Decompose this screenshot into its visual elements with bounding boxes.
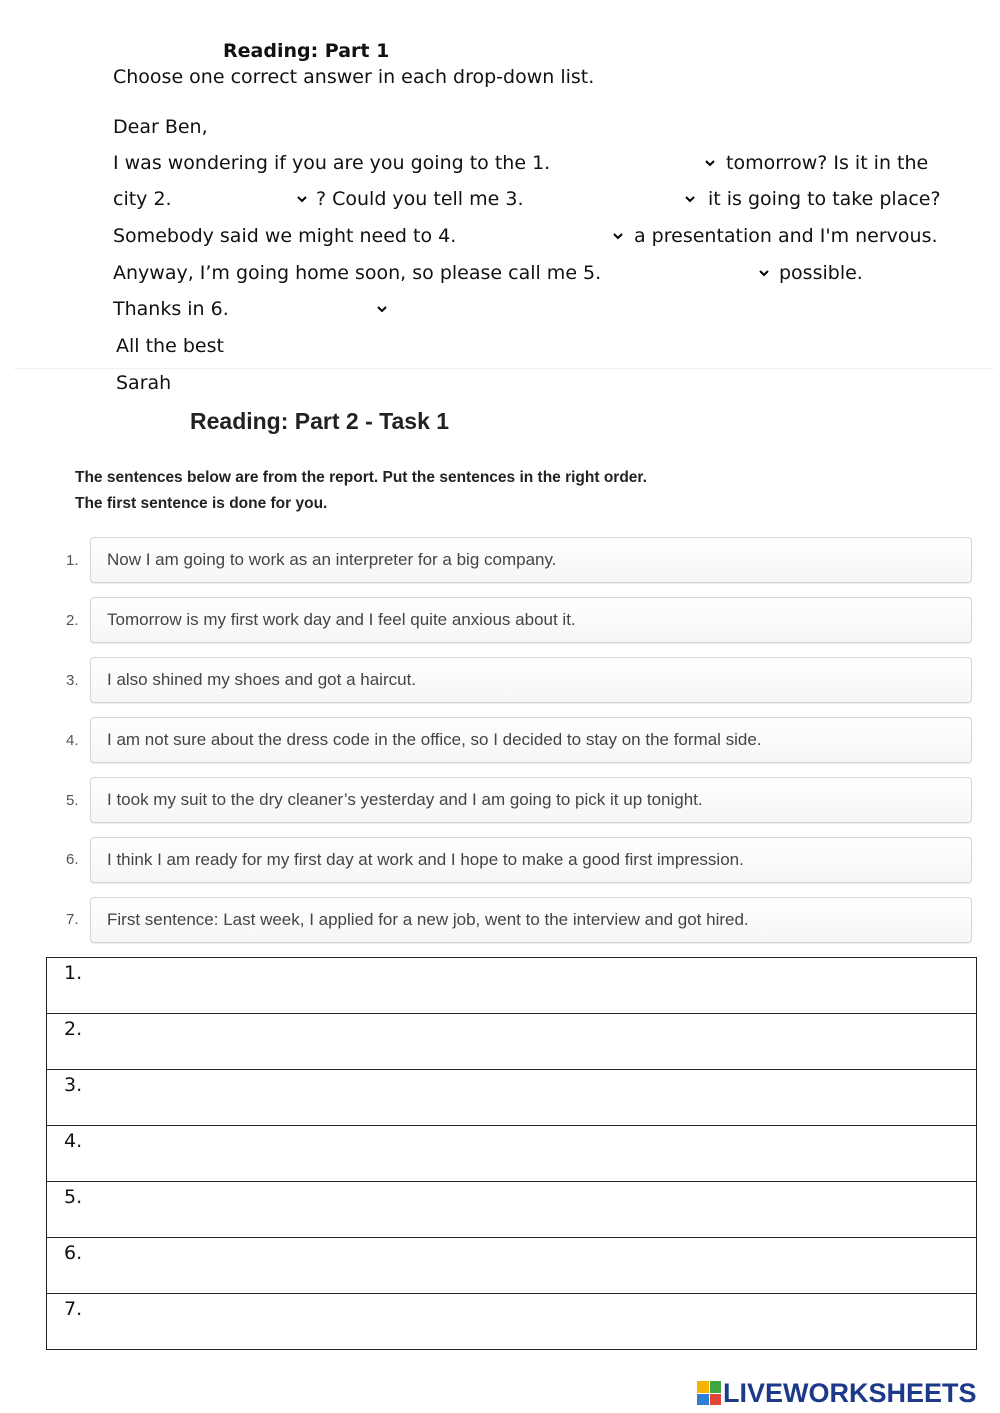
answer-cell[interactable]: [47, 1238, 977, 1294]
sentence-item-6[interactable]: [90, 837, 972, 883]
item-number: 7.: [66, 911, 79, 928]
answer-table: [46, 957, 977, 1350]
letter-line4-start: Anyway, I’m going home soon, so please call me 5.: [113, 262, 602, 284]
answer-row-number: 4.: [64, 1130, 83, 1152]
answer-row: [47, 1294, 977, 1350]
letter-signature: Sarah: [116, 372, 172, 394]
liveworksheets-logo-icon: [697, 1381, 721, 1405]
sentence-item-5[interactable]: [90, 777, 972, 823]
answer-row: [47, 1238, 977, 1294]
letter-greeting: Dear Ben,: [113, 116, 208, 138]
part2-instruction-line1: The sentences below are from the report. Put the sentences in the right order.: [75, 469, 647, 486]
dropdown-6[interactable]: [250, 296, 390, 322]
answer-row: [47, 1182, 977, 1238]
answer-cell[interactable]: [47, 1126, 977, 1182]
part2-title: Reading: Part 2 - Task 1: [190, 408, 450, 434]
item-number: 6.: [66, 851, 79, 868]
dropdown-5[interactable]: [640, 260, 772, 286]
dropdown-4[interactable]: [484, 223, 626, 249]
letter-line3-start: Somebody said we might need to 4.: [113, 225, 457, 247]
letter-line4-end: possible.: [779, 262, 863, 284]
answer-row-number: 2.: [64, 1018, 83, 1040]
brand-name: LIVEWORKSHEETS: [723, 1377, 977, 1408]
answer-row-number: 7.: [64, 1298, 83, 1320]
letter-line5-start: Thanks in 6.: [113, 298, 229, 320]
letter-line1-start: I was wondering if you are you going to the 1.: [113, 152, 551, 174]
sentence-item-text: Now I am going to work as an interpreter for a big company.: [107, 550, 557, 569]
dropdown-1[interactable]: [588, 150, 718, 176]
item-number: 5.: [66, 792, 79, 809]
answer-cell[interactable]: [47, 958, 977, 1014]
part2-instruction-line2: The first sentence is done for you.: [75, 495, 328, 512]
letter-line1-end: tomorrow? Is it in the: [726, 152, 929, 174]
answer-row: [47, 1014, 977, 1070]
sentence-item-2[interactable]: [90, 597, 972, 643]
letter-closing: All the best: [116, 335, 224, 357]
sentence-item-4[interactable]: [90, 717, 972, 763]
answer-cell[interactable]: [47, 1014, 977, 1070]
answer-row-number: 6.: [64, 1242, 83, 1264]
part1-instruction: Choose one correct answer in each drop-down list.: [113, 66, 595, 88]
answer-cell[interactable]: [47, 1070, 977, 1126]
part1-title: Reading: Part 1: [223, 40, 390, 62]
answer-row-number: 1.: [64, 962, 83, 984]
sentence-item-text: First sentence: Last week, I applied for a new job, went to the interview and got hired.: [107, 910, 749, 929]
item-number: 1.: [66, 552, 79, 569]
sentence-item-text: I am not sure about the dress code in the office, so I decided to stay on the formal side.: [107, 730, 762, 749]
letter-line2-start: city 2.: [113, 188, 172, 210]
item-number: 4.: [66, 732, 79, 749]
sentence-item-1[interactable]: [90, 537, 972, 583]
answer-row: [47, 1070, 977, 1126]
answer-row-number: 5.: [64, 1186, 83, 1208]
answer-cell[interactable]: [47, 1182, 977, 1238]
sentence-item-text: I took my suit to the dry cleaner’s yesterday and I am going to pick it up tonight.: [107, 790, 703, 809]
answer-row-number: 3.: [64, 1074, 83, 1096]
answer-cell[interactable]: [47, 1294, 977, 1350]
sentence-item-text: I think I am ready for my first day at work and I hope to make a good first impression.: [107, 850, 744, 869]
letter-line2-middle: ? Could you tell me 3.: [316, 188, 524, 210]
sentence-item-3[interactable]: [90, 657, 972, 703]
dropdown-2[interactable]: [180, 186, 310, 212]
brand-logo[interactable]: [697, 1378, 977, 1408]
sentence-item-text: I also shined my shoes and got a haircut.: [107, 670, 417, 689]
answer-row: [47, 958, 977, 1014]
letter-line3-end: a presentation and I'm nervous.: [634, 225, 938, 247]
letter-line2-end: it is going to take place?: [708, 188, 941, 210]
item-number: 2.: [66, 612, 79, 629]
sentence-item-7[interactable]: [90, 897, 972, 943]
dropdown-3[interactable]: [558, 186, 698, 212]
sentence-item-text: Tomorrow is my first work day and I feel quite anxious about it.: [107, 610, 576, 629]
item-number: 3.: [66, 672, 79, 689]
answer-row: [47, 1126, 977, 1182]
divider: [14, 368, 994, 369]
